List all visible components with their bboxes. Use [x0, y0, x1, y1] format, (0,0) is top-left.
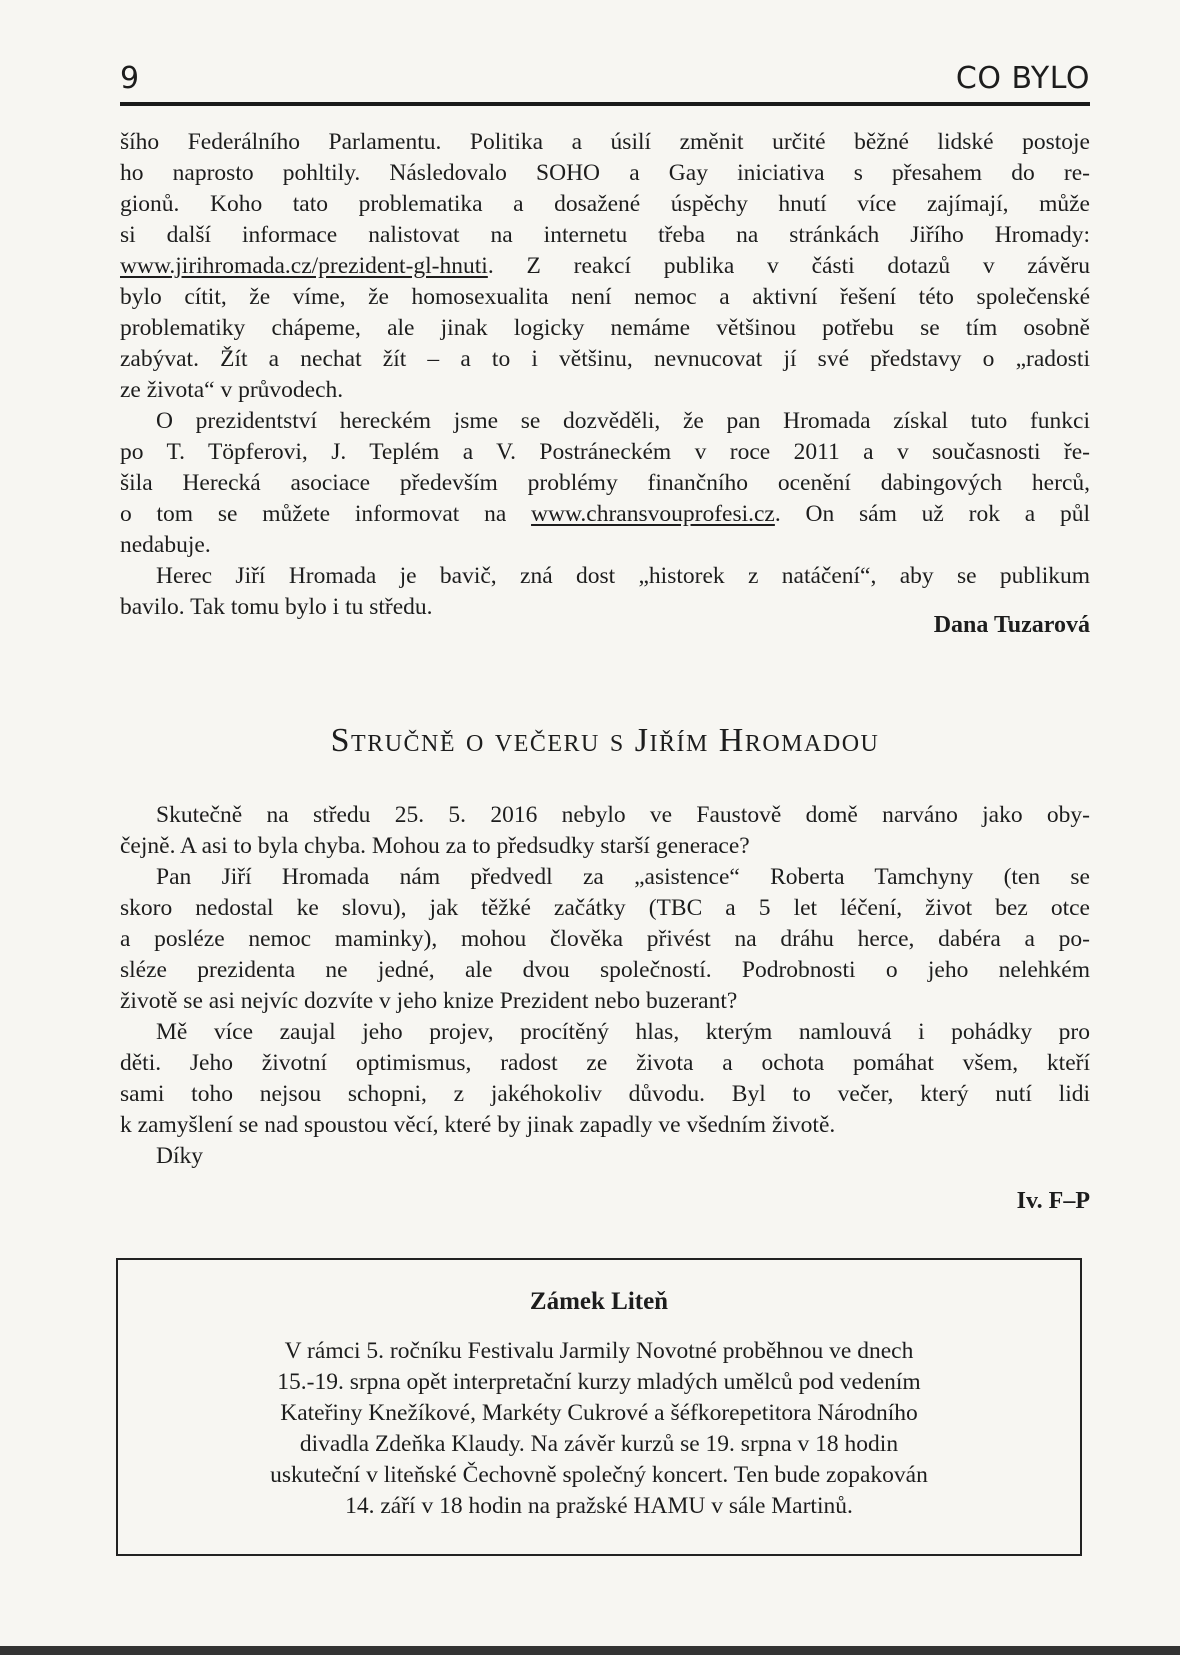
- notice-body: [158, 1336, 1040, 1522]
- text-line: bavilo. Tak tomu bylo i tu středu.: [120, 594, 433, 620]
- page-header: [120, 58, 1090, 106]
- notice-box: [116, 1258, 1082, 1556]
- text-line: čejně. A asi to byla chyba. Mohou za to předsudky starší generace?: [120, 833, 750, 859]
- text-line: problematiky chápeme, ale jinak logicky nemáme většinou potřebu se tím osobně: [120, 315, 1090, 341]
- author-signature: Dana Tuzarová: [933, 612, 1090, 638]
- notice-line: 15.-19. srpna opět interpretační kurzy mladých umělců pod vedením: [277, 1369, 921, 1395]
- notice-title: Zámek Liteň: [529, 1288, 669, 1315]
- website-link[interactable]: www.chransvouprofesi.cz: [531, 501, 775, 527]
- text-fragment: . Z reakcí publika v části dotazů v závěru: [487, 253, 1090, 279]
- text-line: Mě více zaujal jeho projev, procítěný hlas, kterým namlouvá i pohádky pro: [156, 1019, 1090, 1045]
- notice-line: V rámci 5. ročníku Festivalu Jarmily Novotné proběhnou ve dnech: [284, 1338, 914, 1364]
- text-line-with-link: [120, 499, 1090, 530]
- text-line: po T. Töpferovi, J. Teplém a V. Postráneckém v roce 2011 a v současnosti ře-: [120, 439, 1090, 465]
- notice-line: 14. září v 18 hodin na pražské HAMU v sále Martinů.: [345, 1493, 853, 1519]
- notice-line: Kateřiny Knežíkové, Markéty Cukrové a šéfkorepetitora Národního: [280, 1400, 918, 1426]
- text-line: šího Federálního Parlamentu. Politika a úsilí změnit určité běžné lidské postoje: [120, 129, 1090, 155]
- text-fragment: o tom se můžete informovat na: [120, 501, 532, 527]
- text-line: ze života“ v průvodech.: [120, 377, 344, 403]
- text-line: Díky: [156, 1143, 203, 1169]
- text-line: a posléze nemoc maminky), mohou člověka přivést na dráhu herce, dabéra a po-: [120, 926, 1090, 952]
- page-number: 9: [120, 61, 140, 96]
- text-line: Skutečně na středu 25. 5. 2016 nebylo ve Faustově domě narváno jako oby-: [156, 802, 1090, 828]
- text-line: O prezidentství hereckém jsme se dozvěděli, že pan Hromada získal tuto funkci: [156, 408, 1090, 434]
- text-line: děti. Jeho životní optimismus, radost ze života a ochota pomáhat všem, kteří: [120, 1050, 1090, 1076]
- text-line-with-link: [120, 251, 1090, 282]
- text-line: skoro nedostal ke slovu), jak těžké začátky (TBC a 5 let léčení, život bez otce: [120, 895, 1090, 921]
- website-link[interactable]: www.jirihromada.cz/prezident-gl-hnuti: [120, 253, 488, 279]
- article-title: Stručně o večeru s Jiřím Hromadou: [330, 722, 880, 759]
- scan-bottom-edge: [0, 1646, 1180, 1655]
- text-line: k zamyšlení se nad spoustou věcí, které by jinak zapadly ve všedním životě.: [120, 1112, 836, 1138]
- text-line: Pan Jiří Hromada nám předvedl za „asistence“ Roberta Tamchyny (ten se: [156, 864, 1090, 890]
- text-line: nedabuje.: [120, 532, 211, 558]
- author-signature: Iv. F–P: [1016, 1188, 1090, 1214]
- text-line: šila Herecká asociace především problémy finančního ocenění dabingových herců,: [120, 470, 1090, 496]
- article-continuation: [120, 127, 1090, 623]
- text-fragment: . On sám už rok a půl: [774, 501, 1090, 527]
- text-line: Herec Jiří Hromada je bavič, zná dost „historek z natáčení“, aby se publikum: [156, 563, 1090, 589]
- article-body: [120, 800, 1090, 1172]
- text-line: si další informace nalistovat na internetu třeba na stránkách Jiřího Hromady:: [120, 222, 1090, 248]
- text-line: ho naprosto pohltily. Následovalo SOHO a Gay iniciativa s přesahem do re-: [120, 160, 1090, 186]
- section-title: CO BYLO: [955, 61, 1090, 96]
- notice-line: divadla Zdeňka Klaudy. Na závěr kurzů se 19. srpna v 18 hodin: [299, 1431, 899, 1457]
- notice-line: uskuteční v liteňské Čechovně společný koncert. Ten bude zopakován: [270, 1462, 928, 1488]
- text-line: sami toho nejsou schopni, z jakéhokoliv důvodu. Byl to večer, který nutí lidi: [120, 1081, 1090, 1107]
- text-line: životě se asi nejvíc dozvíte v jeho knize Prezident nebo buzerant?: [120, 988, 738, 1014]
- text-line: sléze prezidenta ne jedné, ale dvou společností. Podrobnosti o jeho nelehkém: [120, 957, 1090, 983]
- text-line: bylo cítit, že víme, že homosexualita není nemoc a aktivní řešení této společenské: [120, 284, 1090, 310]
- text-line: zabývat. Žít a nechat žít – a to i většinu, nevnucovat jí své představy o „radosti: [120, 346, 1090, 372]
- text-line: gionů. Koho tato problematika a dosažené úspěchy hnutí více zajímají, může: [120, 191, 1090, 217]
